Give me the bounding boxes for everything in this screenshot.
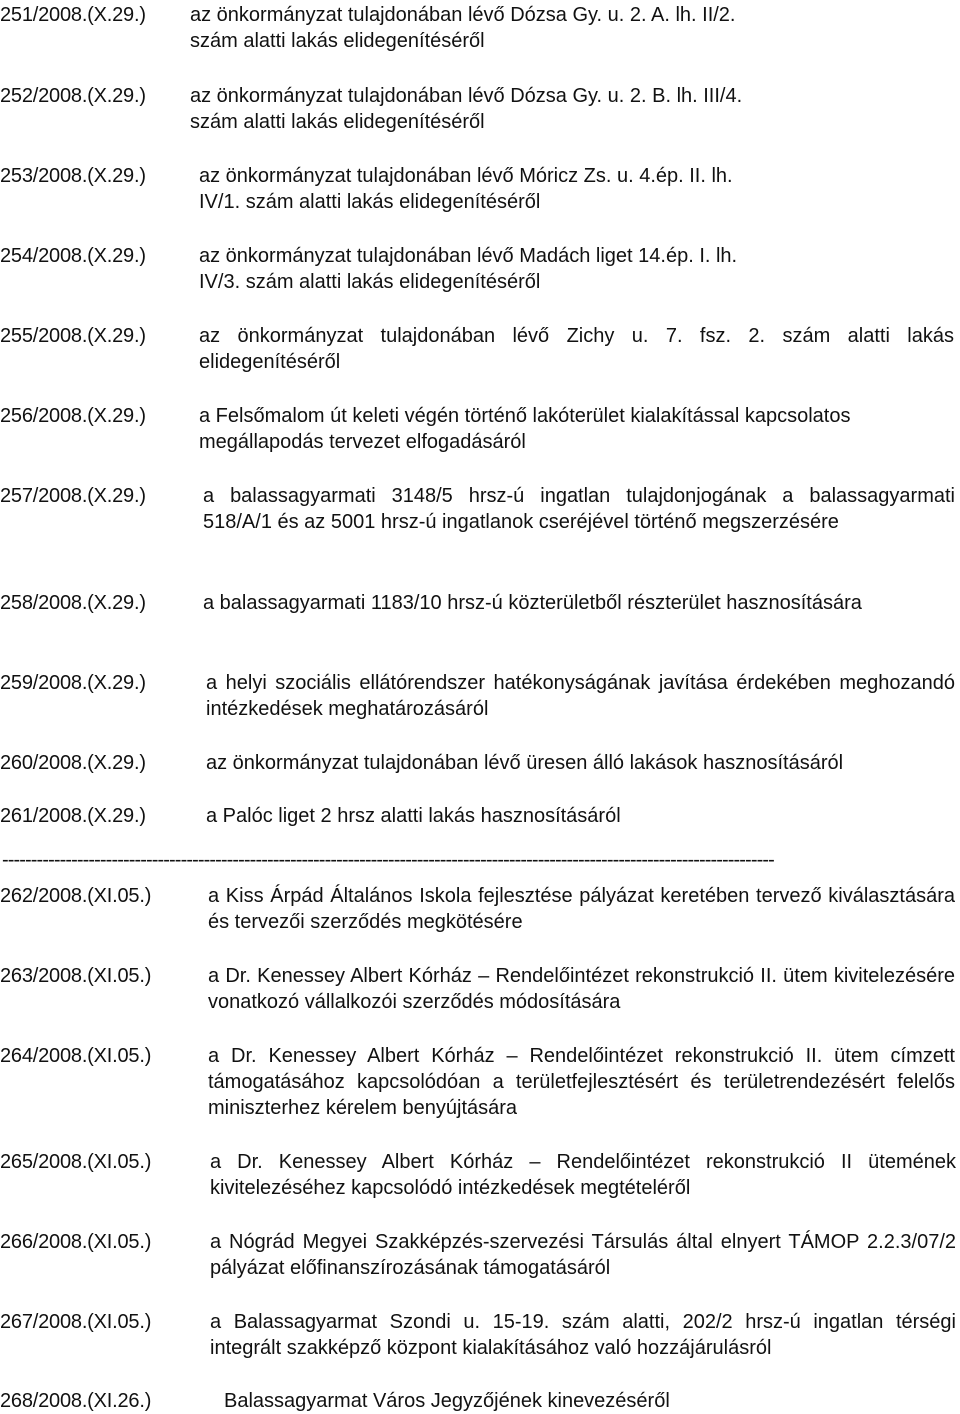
- resolution-title: Balassagyarmat Város Jegyzőjének kinevezéséről: [224, 1390, 670, 1412]
- resolution-entry: [0, 1229, 960, 1289]
- resolution-number: 265/2008.(XI.05.): [0, 1151, 152, 1173]
- resolution-number: 251/2008.(X.29.): [0, 4, 146, 26]
- resolution-number: 259/2008.(X.29.): [0, 672, 146, 694]
- resolution-title: a Felsőmalom út keleti végén történő lakóterület kialakítással kapcsolatos megállapodás tervezet elfogadásáról: [199, 405, 851, 453]
- resolution-title: a Palóc liget 2 hrsz alatti lakás hasznosításáról: [206, 805, 621, 827]
- resolution-number: 264/2008.(XI.05.): [0, 1045, 152, 1067]
- resolution-entry: [0, 590, 960, 650]
- resolution-number: 266/2008.(XI.05.): [0, 1231, 152, 1253]
- resolution-title: a Dr. Kenessey Albert Kórház – Rendelőintézet rekonstrukció II. ütem címzett támogatásához kapcsolódóan a területfejlesztésért és területrendezésért felelős miniszterhez kérelem benyújtására: [208, 1045, 955, 1119]
- resolution-entry: [0, 243, 960, 303]
- resolution-entry: [0, 1309, 960, 1369]
- resolution-title: a balassagyarmati 1183/10 hrsz-ú közterületből részterület hasznosítására: [203, 592, 862, 614]
- resolution-number: 253/2008.(X.29.): [0, 165, 146, 187]
- resolution-title: a balassagyarmati 3148/5 hrsz-ú ingatlan tulajdonjogának a balassagyarmati 518/A/1 és az 5001 hrsz-ú ingatlanok cseréjével történő megszerzésére: [203, 485, 955, 533]
- resolution-entry: [0, 883, 960, 943]
- resolution-number: 261/2008.(X.29.): [0, 805, 146, 827]
- resolution-title: az önkormányzat tulajdonában lévő Dózsa Gy. u. 2. B. lh. III/4. szám alatti lakás elidegenítéséről: [190, 85, 743, 133]
- resolution-number: 255/2008.(X.29.): [0, 325, 146, 347]
- resolution-entry: [0, 163, 960, 223]
- resolution-number: 252/2008.(X.29.): [0, 85, 146, 107]
- resolution-number: 257/2008.(X.29.): [0, 485, 146, 507]
- resolution-entry: [0, 670, 960, 730]
- resolution-title: az önkormányzat tulajdonában lévő Móricz Zs. u. 4.ép. II. lh. IV/1. szám alatti lakás elidegenítéséről: [199, 165, 733, 213]
- resolution-entry: [0, 1388, 960, 1414]
- resolution-title: a Nógrád Megyei Szakképzés-szervezési Társulás által elnyert TÁMOP 2.2.3/07/2 pályázat előfinanszírozásának támogatásáról: [210, 1231, 956, 1279]
- resolution-title: az önkormányzat tulajdonában lévő Madách liget 14.ép. I. lh. IV/3. szám alatti lakás elidegenítéséről: [199, 245, 738, 293]
- resolution-number: 260/2008.(X.29.): [0, 752, 146, 774]
- resolution-number: 256/2008.(X.29.): [0, 405, 146, 427]
- resolution-number: 258/2008.(X.29.): [0, 592, 146, 614]
- resolution-number: 268/2008.(XI.26.): [0, 1390, 152, 1412]
- resolution-entry: [0, 1043, 960, 1119]
- resolution-entry: [0, 2, 960, 62]
- resolution-entry: [0, 750, 960, 810]
- resolution-entry: [0, 963, 960, 1023]
- resolution-title: az önkormányzat tulajdonában lévő üresen álló lakások hasznosításáról: [206, 752, 844, 774]
- resolution-entry: [0, 83, 960, 143]
- resolution-title: az önkormányzat tulajdonában lévő Zichy u. 7. fsz. 2. szám alatti lakás elidegenítéséről: [199, 325, 954, 373]
- resolution-title: a Dr. Kenessey Albert Kórház – Rendelőintézet rekonstrukció II ütemének kivitelezéséhez kapcsolódó intézkedések megtételéről: [210, 1151, 956, 1199]
- resolution-number: 254/2008.(X.29.): [0, 245, 146, 267]
- resolution-number: 267/2008.(XI.05.): [0, 1311, 152, 1333]
- resolution-entry: [0, 403, 960, 463]
- resolution-title: a helyi szociális ellátórendszer hatékonyságának javítása érdekében meghozandó intézkedések meghatározásáról: [206, 672, 955, 720]
- resolution-title: a Dr. Kenessey Albert Kórház – Rendelőintézet rekonstrukció II. ütem kivitelezésére vonatkozó vállalkozói szerződés módosítására: [208, 965, 955, 1013]
- resolution-entry: [0, 323, 960, 383]
- resolution-entry: [0, 483, 960, 543]
- resolution-title: a Kiss Árpád Általános Iskola fejlesztése pályázat keretében tervező kiválasztására és tervezői szerződés megkötésére: [208, 885, 955, 933]
- section-divider: --------------------------------------------------------------------------------------------------------------------------------------: [2, 849, 774, 871]
- resolution-title: a Balassagyarmat Szondi u. 15-19. szám alatti, 202/2 hrsz-ú ingatlan térségi integrált szakképző központ kialakításához való hozzájárulásról: [210, 1311, 956, 1359]
- resolution-title: az önkormányzat tulajdonában lévő Dózsa Gy. u. 2. A. lh. II/2. szám alatti lakás elidegenítéséről: [190, 4, 736, 52]
- resolution-entry: [0, 1149, 960, 1209]
- resolution-number: 263/2008.(XI.05.): [0, 965, 152, 987]
- resolution-number: 262/2008.(XI.05.): [0, 885, 152, 907]
